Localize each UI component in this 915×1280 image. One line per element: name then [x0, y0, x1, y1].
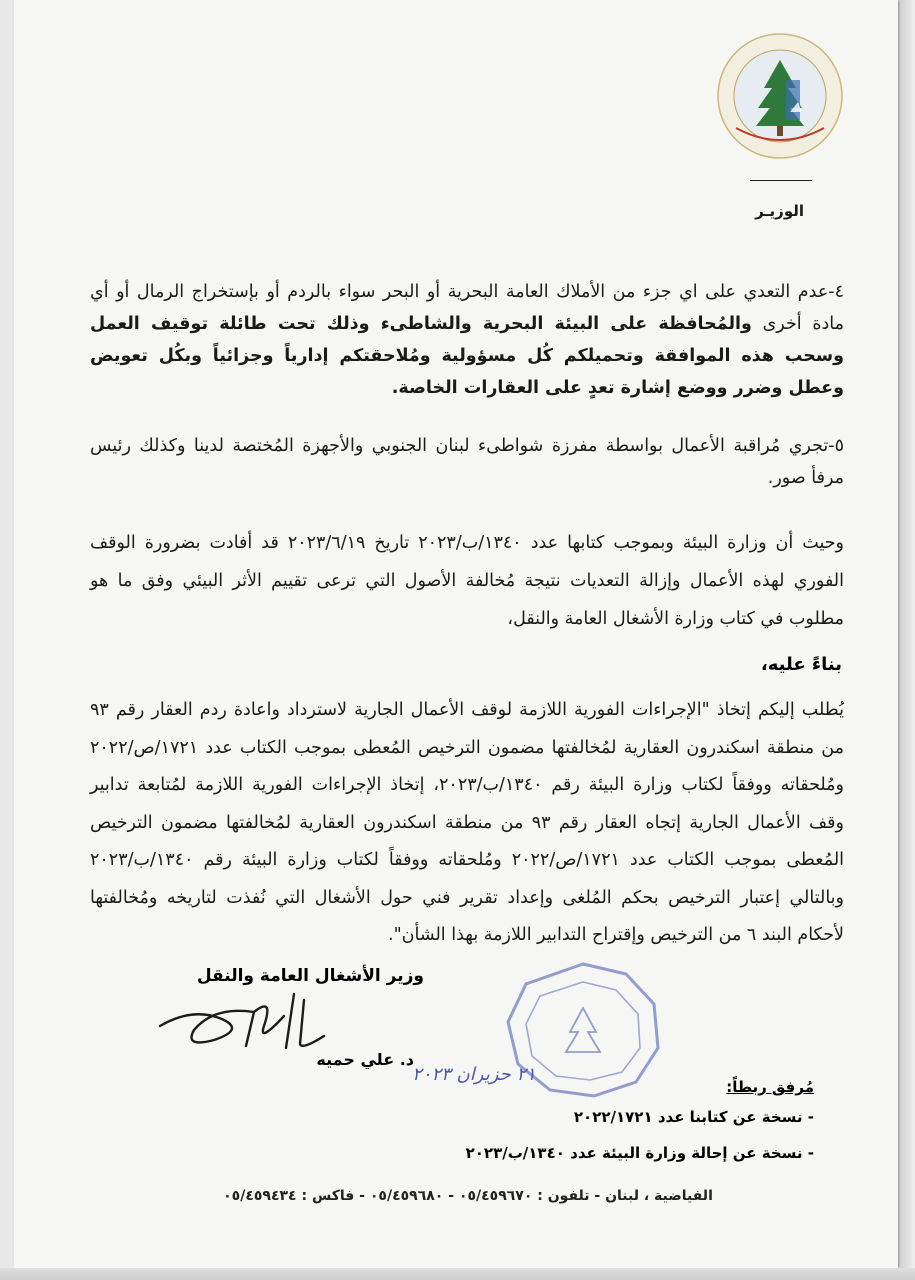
clause-4-bold-text: والمُحافظة على البيئة البحرية والشاطىء وذلك تحت طائلة توقيف العمل وسحب هذه الموافقة وتحميلكم كُل مسؤولية ومُلاحقتكم إدارياً وجزائياً وبكُل تعويض وعطل وضرر ووضع إشارة تعدٍ على العقارات الخاصة. — [90, 314, 844, 398]
attachment-item: - نسخة عن إحالة وزارة البيئة عدد ١٣٤٠/ب/٢٠٢٣ — [465, 1144, 814, 1162]
page-edge-bottom — [0, 1268, 915, 1280]
ministry-logo — [716, 32, 844, 160]
clause-4-number: ٤- — [828, 282, 844, 302]
clause-4-text: عدم التعدي على اي جزء من الأملاك العامة البحرية أو البحر سواء بالردم أو بإستخراج الرمال أو أي مادة أخرى — [90, 282, 845, 334]
clause-5 — [90, 430, 844, 494]
header-divider — [750, 180, 812, 181]
clause-5-number: ٥- — [828, 436, 844, 456]
therefore-heading: بناءً عليه، — [760, 654, 842, 675]
clause-4 — [90, 276, 844, 404]
clause-5-text: تجري مُراقبة الأعمال بواسطة مفرزة شواطىء لبنان الجنوبي والأجهزة المُختصة لدينا وكذلك رئيس مرفأ صور. — [90, 436, 844, 488]
signatory-name: د. علي حميه — [316, 1050, 414, 1069]
handwritten-signature — [154, 986, 334, 1056]
whereas-paragraph: وحيث أن وزارة البيئة وبموجب كتابها عدد ١٣٤٠/ب/٢٠٢٣ تاريخ ٢٠٢٣/٦/١٩ قد أفادت بضرورة الوقف الفوري لهذه الأعمال وإزالة التعديات نتيجة مُخالفة الأصول التي ترعى تقييم الأثر البيئي وفق ما هو مطلوب في كتاب وزارة الأشغال العامة والنقل، — [90, 533, 844, 629]
document-page — [14, 0, 898, 1268]
request-paragraph: يُطلب إليكم إتخاذ "الإجراءات الفورية اللازمة لوقف الأعمال الجارية لاسترداد واعادة ردم العقار رقم ٩٣ من منطقة اسكندرون العقارية لمُخالفتها مضمون الترخيص المُعطى بموجب الكتاب عدد ١٧٢١/ص/٢٠٢٢ ومُلحقاته ووفقاً لكتاب وزارة البيئة رقم ١٣٤٠/ب/٢٠٢٣، إتخاذ الإجراءات الفورية اللازمة لمُتابعة تدابير وقف الأعمال الجارية إتجاه العقار رقم ٩٣ من منطقة اسكندرون العقارية لمُخالفتها مضمون الترخيص المُعطى بموجب الكتاب عدد ١٧٢١/ص/٢٠٢٢ ومُلحقاته ووفقاً لكتاب وزارة البيئة رقم ١٣٤٠/ب/٢٠٢٣ وبالتالي إعتبار الترخيص بحكم المُلغى وإعداد تقرير فني حول الأشغال التي نُفذت لتاريخه ومُخالفتها لأحكام البند ٦ من الترخيص وإقتراح التدابير اللازمة بهذا الشأن". — [90, 700, 845, 945]
minister-title: الوزيـر — [755, 202, 804, 220]
page-edge-right — [900, 0, 915, 1280]
handwritten-date: ٢١ حزيران ٢٠٢٣ — [412, 1064, 536, 1085]
signatory-title: وزير الأشغال العامة والنقل — [196, 966, 424, 986]
attachment-item: - نسخة عن كتابنا عدد ٢٠٢٢/١٧٢١ — [573, 1108, 814, 1126]
footer-contact: الفياضية ، لبنان - تلفون : ٠٥/٤٥٩٦٧٠ - ٠٥/٤٥٩٦٨٠ - فاكس : ٠٥/٤٥٩٤٣٤ — [223, 1188, 713, 1204]
attachments-title: مُرفق ربطاً: — [726, 1078, 814, 1096]
